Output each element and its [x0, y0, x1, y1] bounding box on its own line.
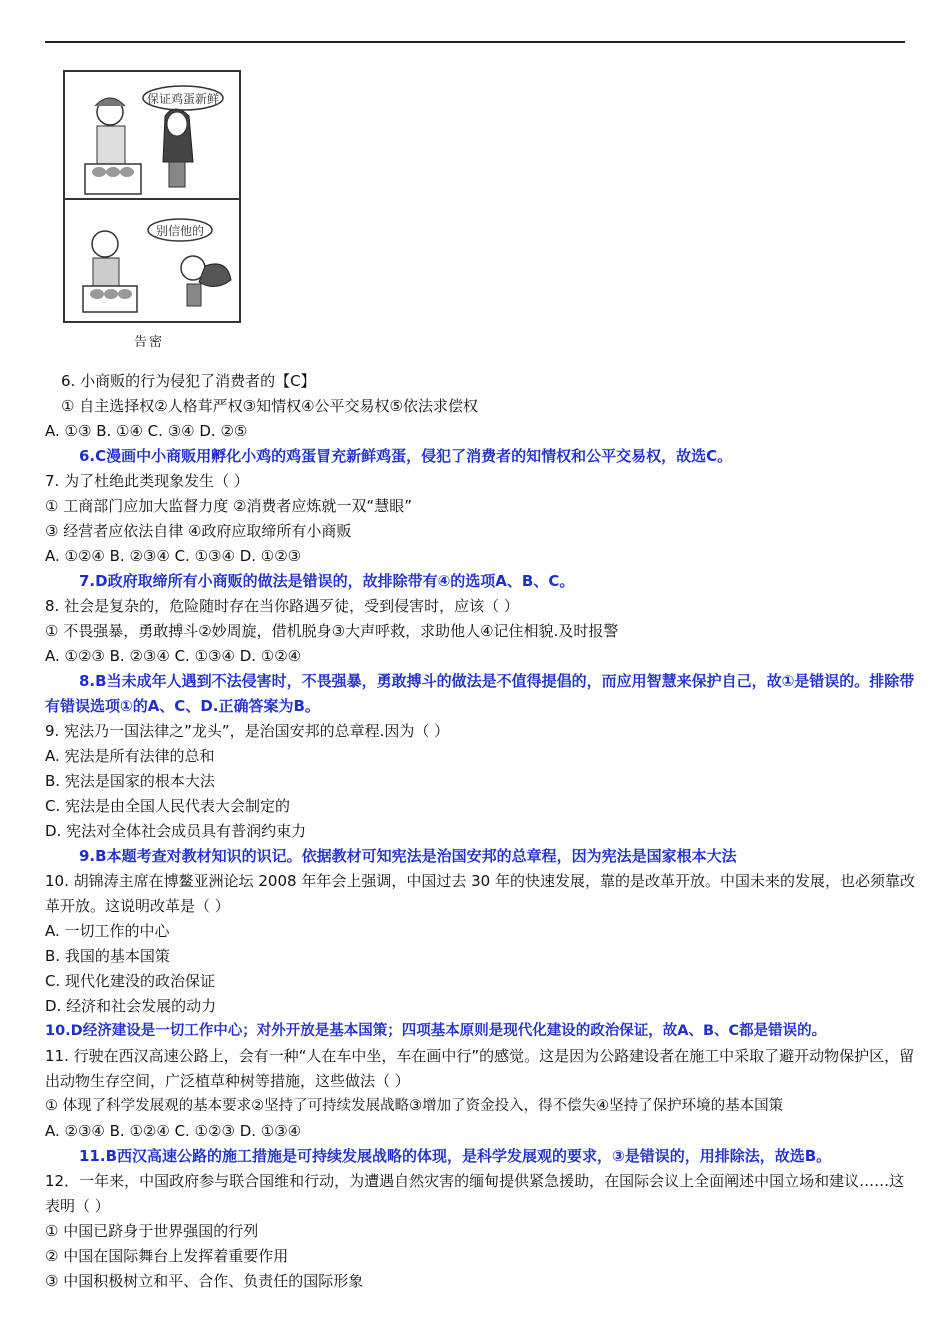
header-rule: [45, 41, 905, 43]
q7-options: A. ①②④ B. ②③④ C. ①③④ D. ①②③: [45, 547, 302, 565]
panel-divider: [65, 198, 239, 200]
question-list: [45, 369, 915, 1294]
q12-choice-1: ① 中国已跻身于世界强国的行列: [45, 1222, 259, 1240]
q6-answer: 6.C漫画中小商贩用孵化小鸡的鸡蛋冒充新鲜鸡蛋，侵犯了消费者的知情权和公平交易权，故选C。: [79, 447, 733, 465]
q8-options: A. ①②③ B. ②③④ C. ①③④ D. ①②④: [45, 647, 302, 665]
q10-option-d: D. 经济和社会发展的动力: [45, 997, 217, 1015]
q11-options: A. ②③④ B. ①②④ C. ①②③ D. ①③④: [45, 1122, 302, 1140]
q10-option-a: A. 一切工作的中心: [45, 922, 170, 940]
q8-stem: 8. 社会是复杂的，危险随时存在当你路遇歹徒，受到侵害时，应该（ ）: [45, 597, 519, 615]
q8-answer: 8.B当未成年人遇到不法侵害时，不畏强暴，勇敢搏斗的做法是不值得提倡的，而应用智慧来保护自己，故①是错误的。排除带有错误选项①的A、C、D.正确答案为B。: [45, 672, 915, 715]
q12-choice-3: ③ 中国积极树立和平、合作、负责任的国际形象: [45, 1272, 364, 1290]
q10-answer: 10.D经济建设是一切工作中心；对外开放是基本国策；四项基本原则是现代化建设的政治保证，故A、B、C都是错误的。: [45, 1023, 827, 1039]
q9-option-d: D. 宪法对全体社会成员具有普润约束力: [45, 822, 307, 840]
q7-choices-2: ③ 经营者应依法自律 ④政府应取缔所有小商贩: [45, 522, 352, 540]
q10-option-c: C. 现代化建没的政治保证: [45, 972, 216, 990]
q11-answer: 11.B西汉高速公路的施工措施是可持续发展战略的体现，是科学发展观的要求，③是错误的，用排除法，故选B。: [79, 1147, 832, 1165]
q11-choices: ① 体现了科学发展观的基本要求②坚持了可持续发展战略③增加了资金投入，得不偿失④坚持了保护环境的基本国策: [45, 1098, 784, 1114]
q12-choice-2: ② 中国在国际舞台上发挥着重要作用: [45, 1247, 289, 1265]
q7-answer: 7.D政府取缔所有小商贩的做法是错误的，故排除带有④的选项A、B、C。: [79, 572, 575, 590]
q6-stem: 6. 小商贩的行为侵犯了消费者的【C】: [61, 372, 316, 390]
q11-stem: 11. 行驶在西汉高速公路上，会有一种“人在车中坐，车在画中行”的感觉。这是因为公路建设者在施工中采取了避开动物保护区，留出动物生存空间，广泛植草种树等措施，这些做法（ ）: [45, 1047, 915, 1090]
cartoon-figure: [63, 70, 241, 323]
q10-stem: 10. 胡锦涛主席在博鳌亚洲论坛 2008 年年会上强调，中国过去 30 年的快速发展，靠的是改革开放。中国未来的发展，也必须靠改革开放。这说明改革是（ ）: [45, 872, 915, 915]
q7-choices-1: ① 工商部门应加大监督力度 ②消费者应炼就一双“慧眼”: [45, 497, 412, 515]
q10-option-b: B. 我国的基本国策: [45, 947, 170, 965]
q9-option-b: B. 宪法是国家的根本大法: [45, 772, 215, 790]
q9-stem: 9. 宪法乃一国法律之”龙头”，是治国安邦的总章程.因为（ ）: [45, 722, 450, 740]
q9-answer: 9.B本题考查对教材知识的识记。依据教材可知宪法是治国安邦的总章程，因为宪法是国家根本大法: [79, 847, 737, 865]
q6-options: A. ①③ B. ①④ C. ③④ D. ②⑤: [45, 422, 248, 440]
q7-stem: 7. 为了杜绝此类现象发生（ ）: [45, 472, 249, 490]
q9-option-c: C. 宪法是由全国人民代表大会制定的: [45, 797, 291, 815]
bubble-top-text: 保证鸡蛋新鲜: [146, 92, 220, 106]
cartoon-caption: 告密: [134, 335, 165, 350]
q12-stem: 12．一年来，中国政府参与联合国维和行动，为遭遇自然灾害的缅甸提供紧急援助，在国际会议上全面阐述中国立场和建议……这表明（ ）: [45, 1172, 905, 1215]
bubble-bottom-text: 别信他的: [155, 224, 205, 238]
q8-choices: ① 不畏强暴，勇敢搏斗②妙周旋，借机脱身③大声呼救，求助他人④记住相貌.及时报警: [45, 622, 619, 640]
q6-choices: ① 自主选择权②人格茸严权③知情权④公平交易权⑤依法求偿权: [61, 397, 479, 415]
q9-option-a: A. 宪法是所有法律的总和: [45, 747, 215, 765]
cartoon-drawing: [65, 72, 239, 321]
